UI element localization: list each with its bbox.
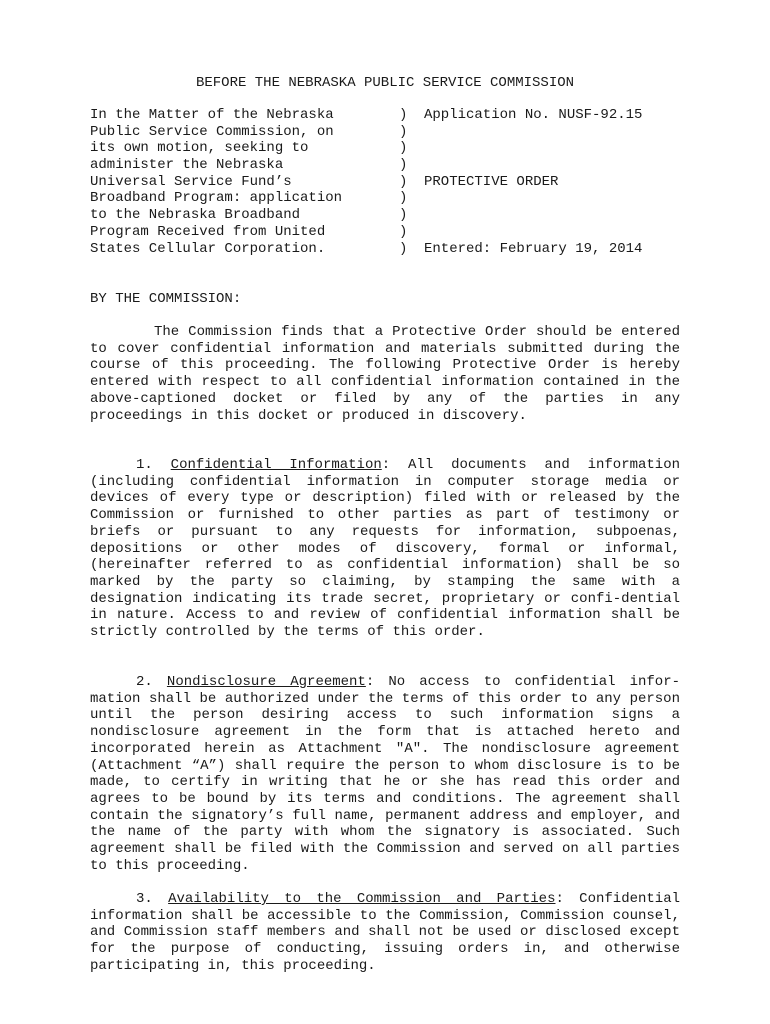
- caption-matter: [90, 107, 390, 257]
- section-heading: Availability to the Commission and Parties: [168, 891, 556, 907]
- caption-line: its own motion, seeking to: [90, 140, 309, 157]
- paren: ): [399, 157, 408, 174]
- section-1: [90, 457, 680, 641]
- paren: ): [399, 207, 408, 224]
- paren: ): [399, 223, 408, 240]
- caption-blank: [424, 140, 704, 157]
- section-3: [90, 891, 680, 975]
- caption-line: Public Service Commission, on: [90, 123, 334, 140]
- section-body: : Confidential information shall be accessible to the Commission, Commission counsel, and Commission staff members and shall not be used or disclosed except for the purpose of conducting, issuing orders in, and otherwise participating in, this proceeding.: [90, 891, 681, 974]
- section-heading: Confidential Information: [170, 457, 382, 473]
- caption-docket-info: [424, 107, 704, 257]
- section-heading: Nondisclosure Agreement: [166, 674, 366, 690]
- order-type: PROTECTIVE ORDER: [424, 173, 559, 190]
- caption-blank: [424, 124, 704, 141]
- caption-blank: [424, 207, 704, 224]
- intro-paragraph: The Commission finds that a Protective Order should be entered to cover confidential information and materials submitted during the course of this proceeding. The following Protective Order is hereby entered with respect to all confidential information contained in the above-captioned docket or filed by any of the parties in any proceedings in this docket or produced in discovery.: [90, 324, 680, 424]
- paren: ): [399, 123, 408, 140]
- application-number: Application No. NUSF-92.15: [424, 107, 643, 123]
- paren: ): [399, 190, 408, 207]
- caption-line: Broadband Program: application: [90, 190, 343, 207]
- section-2: [90, 674, 680, 874]
- by-the-commission: BY THE COMMISSION:: [90, 291, 242, 307]
- section-number: 1.: [136, 457, 153, 473]
- caption-line: administer the Nebraska: [90, 157, 284, 174]
- section-body: : No access to confidential infor-mation shall be authorized under the terms of this order to any person until the person desiring access to such information signs a nondisclosure agreement in the form that is attached hereto and incorporated herein as Attachment "A". The nondisclosure agreement (Attachment “A”) shall require the person to whom disclosure is to be made, to certify in writing that he or she has read this order and agrees to be bound by its terms and conditions. The agreement shall contain the signatory’s full name, permanent address and employer, and the name of the party with whom the signatory is associated. Such agreement shall be filed with the Commission and served on all parties to this proceeding.: [90, 674, 680, 874]
- section-number: 2.: [136, 674, 153, 690]
- document-title: BEFORE THE NEBRASKA PUBLIC SERVICE COMMISSION: [195, 75, 575, 91]
- caption-line: Program Received from United: [90, 223, 326, 240]
- paren: ): [399, 240, 408, 257]
- caption-separator: [399, 107, 413, 257]
- paren: ): [399, 107, 408, 123]
- caption-line: Universal Service Fund’s: [90, 173, 292, 190]
- caption-line: In the Matter of the Nebraska: [90, 107, 334, 123]
- caption-blank: [424, 224, 704, 241]
- section-body: : All documents and information (including confidential information in computer storage media or devices of every type or description) filed with or released by the Commission or furnished to other parties as part of testimony or briefs or pursuant to any requests for information, subpoenas, depositions or other modes of discovery, formal or informal, (hereinafter referred to as confidential information) shall be so marked by the party so claiming, by stamping the same with a designation indicating its trade secret, proprietary or confi-dential in nature. Access to and review of confidential information shall be strictly controlled by the terms of this order.: [90, 457, 680, 641]
- paren: ): [399, 173, 408, 190]
- caption-blank: [424, 157, 704, 174]
- caption-blank: [424, 190, 704, 207]
- section-number: 3.: [136, 891, 153, 907]
- caption-line: to the Nebraska Broadband: [90, 207, 301, 224]
- paren: ): [399, 140, 408, 157]
- entered-date: Entered: February 19, 2014: [424, 240, 643, 257]
- caption-line: States Cellular Corporation.: [90, 240, 326, 257]
